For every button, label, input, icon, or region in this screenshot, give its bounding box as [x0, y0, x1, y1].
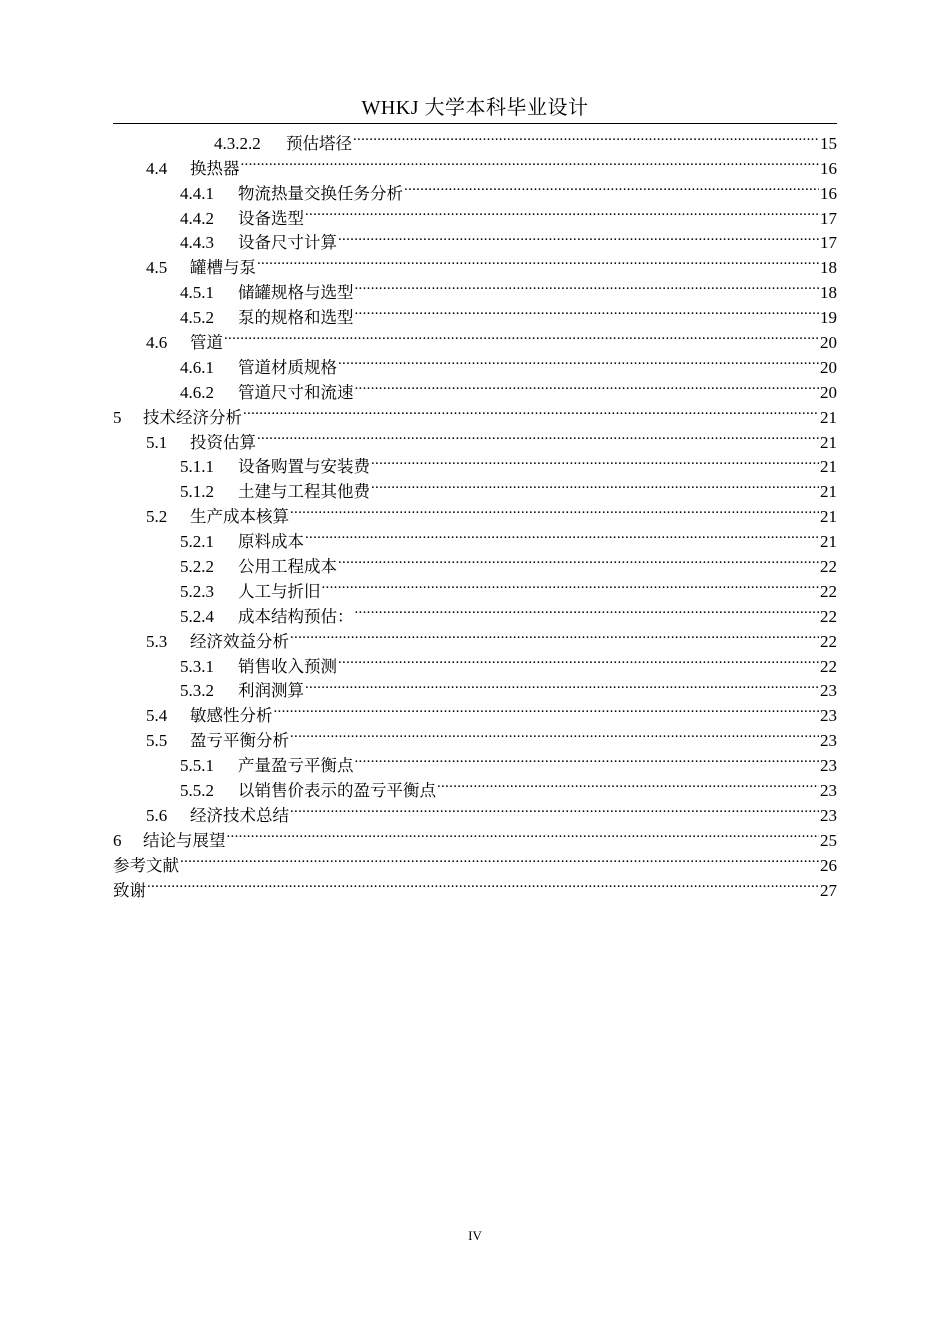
toc-dot-leader — [305, 672, 819, 697]
toc-entry-page: 18 — [820, 283, 837, 303]
toc-entry-page: 21 — [820, 432, 837, 452]
toc-entry-title: 管道尺寸和流速 — [238, 382, 354, 402]
toc-entry-page: 20 — [820, 382, 837, 402]
toc-dot-leader — [353, 124, 819, 149]
toc-entry-title: 泵的规格和选型 — [238, 308, 354, 328]
toc-entry-page: 16 — [820, 158, 837, 178]
toc-entry-title: 销售收入预测 — [238, 656, 337, 676]
toc-entry-title: 罐槽与泵 — [190, 258, 256, 278]
toc-dot-leader — [338, 348, 819, 373]
toc-entry-page: 23 — [820, 731, 837, 751]
toc-entry-title: 预估塔径 — [286, 133, 352, 153]
toc-entry[interactable] — [113, 871, 837, 900]
toc-entry-number: 5.3.2 — [180, 681, 214, 701]
page-number: IV — [468, 1228, 482, 1243]
toc-entry-number: 4.3.2.2 — [214, 133, 261, 153]
toc-dot-leader — [241, 149, 820, 174]
toc-entry-page: 22 — [820, 656, 837, 676]
toc-dot-leader — [355, 298, 820, 323]
toc-entry-title: 设备购置与安装费 — [238, 457, 370, 477]
toc-dot-leader — [338, 224, 819, 249]
toc-entry-number: 4.6 — [146, 333, 168, 353]
toc-entry-page: 16 — [820, 183, 837, 203]
toc-entry-number: 5.2.4 — [180, 606, 214, 626]
toc-entry-title: 致谢 — [113, 880, 146, 900]
toc-entry-page: 21 — [820, 407, 837, 427]
toc-entry-page: 23 — [820, 756, 837, 776]
toc-entry-title: 管道材质规格 — [238, 357, 337, 377]
toc-entry-number: 5.5.1 — [180, 756, 214, 776]
toc-entry[interactable] — [113, 124, 837, 153]
toc-entry-page: 23 — [820, 805, 837, 825]
toc-entry-number: 5.3.1 — [180, 656, 214, 676]
toc-entry-number: 6 — [113, 830, 122, 850]
toc-entry-number: 5.3 — [146, 631, 168, 651]
toc-dot-leader — [274, 696, 820, 721]
toc-entry-number: 5.5.2 — [180, 781, 214, 801]
toc-entry-number: 5.4 — [146, 706, 168, 726]
toc-entry-title: 公用工程成本 — [238, 557, 337, 577]
toc-entry-number: 4.6.1 — [180, 357, 214, 377]
toc-entry-page: 18 — [820, 258, 837, 278]
toc-entry-page: 17 — [820, 208, 837, 228]
toc-entry-number: 4.4.2 — [180, 208, 214, 228]
toc-entry-page: 17 — [820, 233, 837, 253]
toc-entry-title: 敏感性分析 — [190, 706, 273, 726]
toc-entry-page: 22 — [820, 606, 837, 626]
toc-dot-leader — [355, 373, 820, 398]
toc-dot-leader — [371, 448, 819, 473]
toc-entry-page: 22 — [820, 557, 837, 577]
toc-entry-number: 4.5.1 — [180, 283, 214, 303]
page-header — [113, 93, 837, 124]
toc-entry-page: 27 — [820, 880, 837, 900]
toc-entry-title: 利润测算 — [238, 681, 304, 701]
toc-entry[interactable] — [113, 846, 837, 875]
toc-entry-title: 参考文献 — [113, 855, 179, 875]
toc-entry-number: 5.2.1 — [180, 532, 214, 552]
toc-entry-page: 23 — [820, 706, 837, 726]
toc-entry-page: 20 — [820, 357, 837, 377]
toc-entry-number: 4.5 — [146, 258, 168, 278]
toc-entry-page: 20 — [820, 333, 837, 353]
toc-dot-leader — [437, 771, 819, 796]
toc-entry-title: 设备尺寸计算 — [238, 233, 337, 253]
toc-entry-page: 21 — [820, 532, 837, 552]
toc-entry-title: 盈亏平衡分析 — [190, 731, 289, 751]
toc-entry-title: 产量盈亏平衡点 — [238, 756, 354, 776]
toc-dot-leader — [227, 821, 820, 846]
toc-dot-leader — [290, 796, 819, 821]
toc-entry-page: 21 — [820, 507, 837, 527]
toc-entry-number: 5.6 — [146, 805, 168, 825]
toc-entry-page: 25 — [820, 830, 837, 850]
toc-entry-page: 23 — [820, 781, 837, 801]
toc-entry-number: 4.6.2 — [180, 382, 214, 402]
toc-entry-number: 5.1.1 — [180, 457, 214, 477]
toc-entry-number: 5.2.3 — [180, 581, 214, 601]
toc-entry-title: 原料成本 — [238, 532, 304, 552]
toc-entry-number: 5.1.2 — [180, 482, 214, 502]
toc-entry-page: 21 — [820, 457, 837, 477]
toc-dot-leader — [257, 248, 819, 273]
toc-entry-page: 15 — [820, 133, 837, 153]
toc-entry-number: 4.4 — [146, 158, 168, 178]
toc-entry-page: 26 — [820, 855, 837, 875]
toc-entry-page: 23 — [820, 681, 837, 701]
toc-entry-title: 换热器 — [190, 158, 240, 178]
toc-entry-title: 技术经济分析 — [143, 407, 242, 427]
toc-entry-title: 管道 — [190, 333, 223, 353]
toc-dot-leader — [371, 472, 819, 497]
header-title: WHKJ 大学本科毕业设计 — [361, 97, 589, 119]
toc-entry-number: 5 — [113, 407, 122, 427]
toc-dot-leader — [290, 497, 819, 522]
toc-dot-leader — [338, 547, 819, 572]
toc-dot-leader — [224, 323, 819, 348]
toc-entry-page: 22 — [820, 631, 837, 651]
toc-dot-leader — [180, 846, 819, 871]
toc-entry-title: 物流热量交换任务分析 — [238, 183, 403, 203]
toc-entry-title: 经济效益分析 — [190, 631, 289, 651]
toc-entry-title: 经济技术总结 — [190, 805, 289, 825]
toc-dot-leader — [147, 871, 819, 896]
toc-entry-number: 4.5.2 — [180, 308, 214, 328]
toc-dot-leader — [355, 273, 820, 298]
toc-entry-page: 19 — [820, 308, 837, 328]
toc-entry-number: 4.4.1 — [180, 183, 214, 203]
toc-dot-leader — [243, 398, 819, 423]
toc-entry-number: 4.4.3 — [180, 233, 214, 253]
toc-dot-leader — [355, 746, 820, 771]
toc-entry-page: 21 — [820, 482, 837, 502]
toc-entry-page: 22 — [820, 581, 837, 601]
toc-dot-leader — [305, 522, 819, 547]
toc-dot-leader — [338, 647, 819, 672]
toc-entry-title: 以销售价表示的盈亏平衡点 — [238, 781, 436, 801]
toc-dot-leader — [257, 423, 819, 448]
toc-entry-number: 5.5 — [146, 731, 168, 751]
toc-dot-leader — [290, 721, 819, 746]
toc-dot-leader — [305, 199, 819, 224]
toc-entry-title: 人工与折旧 — [238, 581, 321, 601]
toc-entry-number: 5.2.2 — [180, 557, 214, 577]
toc-entry-title: 设备选型 — [238, 208, 304, 228]
toc-dot-leader — [355, 597, 820, 622]
toc-entry-title: 投资估算 — [190, 432, 256, 452]
toc-entry-title: 储罐规格与选型 — [238, 283, 354, 303]
table-of-contents — [113, 124, 837, 900]
toc-entry-title: 结论与展望 — [143, 830, 226, 850]
toc-dot-leader — [290, 622, 819, 647]
toc-entry-title: 土建与工程其他费 — [238, 482, 370, 502]
toc-entry-title: 生产成本核算 — [190, 507, 289, 527]
toc-dot-leader — [404, 174, 819, 199]
toc-entry-number: 5.1 — [146, 432, 168, 452]
toc-entry-number: 5.2 — [146, 507, 168, 527]
toc-entry-title: 成本结构预估： — [238, 606, 354, 626]
toc-dot-leader — [322, 572, 820, 597]
